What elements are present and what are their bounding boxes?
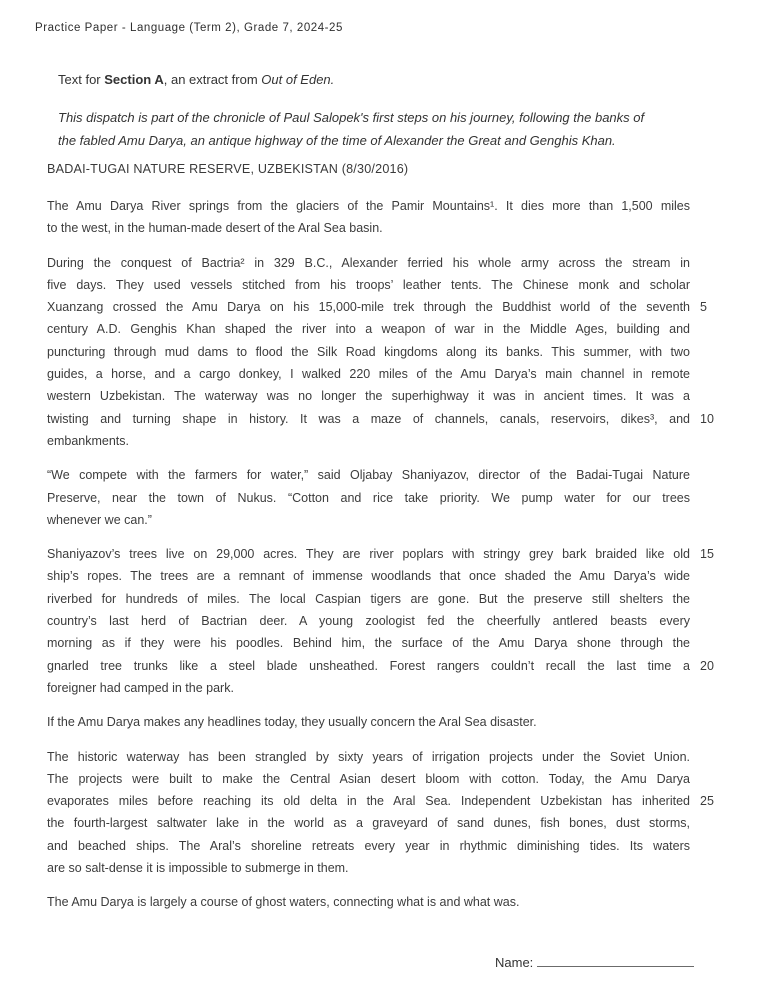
passage-line: five days. They used vessels stitched from his troops’ leather tents. The Chinese monk and scholar: [47, 277, 690, 292]
intro-segment: Section A: [104, 72, 164, 87]
name-blank-line: [537, 952, 694, 967]
line-number: 10: [700, 411, 714, 426]
paragraph: [47, 891, 690, 913]
passage-line: The Amu Darya is largely a course of ghost waters, connecting what is and what was.: [47, 895, 520, 910]
passage-line: evaporates miles before reaching its old delta in the Aral Sea. Independent Uzbekistan has inherited 25: [47, 790, 690, 812]
passage-line: and beached ships. The Aral’s shoreline retreats every year in rhythmic diminishing tides. Its waters: [47, 838, 690, 853]
passage-line: foreigner had camped in the park.: [47, 680, 234, 695]
line-number: 25: [700, 794, 714, 809]
line-number: 20: [700, 658, 714, 673]
dispatch-line: the fabled Amu Darya, an antique highway of the time of Alexander the Great and Genghis Khan.: [58, 132, 616, 148]
passage-line: During the conquest of Bactria² in 329 B.C., Alexander ferried his whole army across the stream in: [47, 255, 690, 270]
passage-line: the fourth-largest saltwater lake in the world as a graveyard of sand dunes, fish bones, dust storms,: [47, 816, 690, 831]
page-header: Practice Paper - Language (Term 2), Grade 7, 2024-25: [35, 22, 343, 34]
intro-segment: Text for: [58, 72, 105, 87]
dispatch-line: This dispatch is part of the chronicle of Paul Salopek's first steps on his journey, following the banks of: [58, 110, 645, 125]
line-number: 5: [700, 300, 707, 315]
intro-line: [58, 72, 334, 87]
line-number: 15: [700, 547, 714, 562]
passage-line: Xuanzang crossed the Amu Darya on his 15,000-mile trek through the Buddhist world of the seventh 5: [47, 296, 690, 318]
passage-line: Preserve, near the town of Nukus. “Cotton and rice take priority. We pump water for our trees: [47, 490, 690, 505]
passage-line: “We compete with the farmers for water,” said Oljabay Shaniyazov, director of the Badai-Tugai Nature: [47, 468, 690, 483]
passage-line: embankments.: [47, 433, 129, 448]
passage-line: ship’s ropes. The trees are a remnant of immense woodlands that once shaded the Amu Darya’s wide: [47, 569, 690, 584]
paragraph: [47, 711, 690, 733]
passage-line: If the Amu Darya makes any headlines today, they usually concern the Aral Sea disaster.: [47, 715, 537, 730]
dateline: BADAI-TUGAI NATURE RESERVE, UZBEKISTAN (8/30/2016): [47, 162, 409, 176]
passage-line: guides, a horse, and a cargo donkey, I walked 220 miles of the Amu Darya’s main channel in remote: [47, 367, 690, 382]
intro-segment: Out of Eden.: [261, 72, 335, 87]
paragraph: [47, 464, 690, 531]
passage-line: are so salt-dense it is impossible to submerge in them.: [47, 861, 349, 876]
passage: [47, 195, 714, 926]
passage-line: to the west, in the human-made desert of the Aral Sea basin.: [47, 221, 383, 236]
name-row: [495, 952, 694, 970]
passage-line: The Amu Darya River springs from the glaciers of the Pamir Mountains¹. It dies more than 1,500 miles: [47, 199, 690, 213]
intro-segment: , an extract from: [163, 72, 262, 87]
passage-line: country’s last herd of Bactrian deer. A young zoologist fed the cheerfully antlered beasts every: [47, 614, 690, 629]
passage-line: riverbed for hundreds of miles. The local Caspian tigers are gone. But the preserve still shelters the: [47, 591, 690, 606]
paragraph: [47, 746, 714, 880]
passage-line: Shaniyazov’s trees live on 29,000 acres. They are river poplars with stringy grey bark braided like old 15: [47, 543, 690, 565]
passage-line: century A.D. Genghis Khan shaped the river into a weapon of war in the Middle Ages, building and: [47, 322, 690, 337]
passage-line: The projects were built to make the Central Asian desert bloom with cotton. Today, the Amu Darya: [47, 771, 690, 786]
passage-line: The historic waterway has been strangled by sixty years of irrigation projects under the Soviet Union.: [47, 749, 690, 764]
paragraph: [47, 252, 714, 453]
passage-line: morning as if they were his poodles. Behind him, the surface of the Amu Darya shone through the: [47, 636, 690, 651]
passage-line: western Uzbekistan. The waterway was no longer the superhighway it was in ancient times. It was a: [47, 389, 690, 404]
name-label: Name:: [495, 955, 534, 970]
passage-line: twisting and turning shape in history. It was a maze of channels, canals, reservoirs, dikes³, and 10: [47, 408, 690, 430]
paragraph: [47, 543, 714, 699]
passage-line: gnarled tree trunks like a steel blade unsheathed. Forest rangers couldn’t recall the last time a 20: [47, 655, 690, 677]
dispatch-note: [58, 107, 703, 152]
passage-line: whenever we can.”: [47, 512, 152, 527]
paragraph: [47, 195, 690, 240]
passage-line: puncturing through mud dams to flood the Silk Road kingdoms along its banks. This summer, with two: [47, 344, 690, 359]
